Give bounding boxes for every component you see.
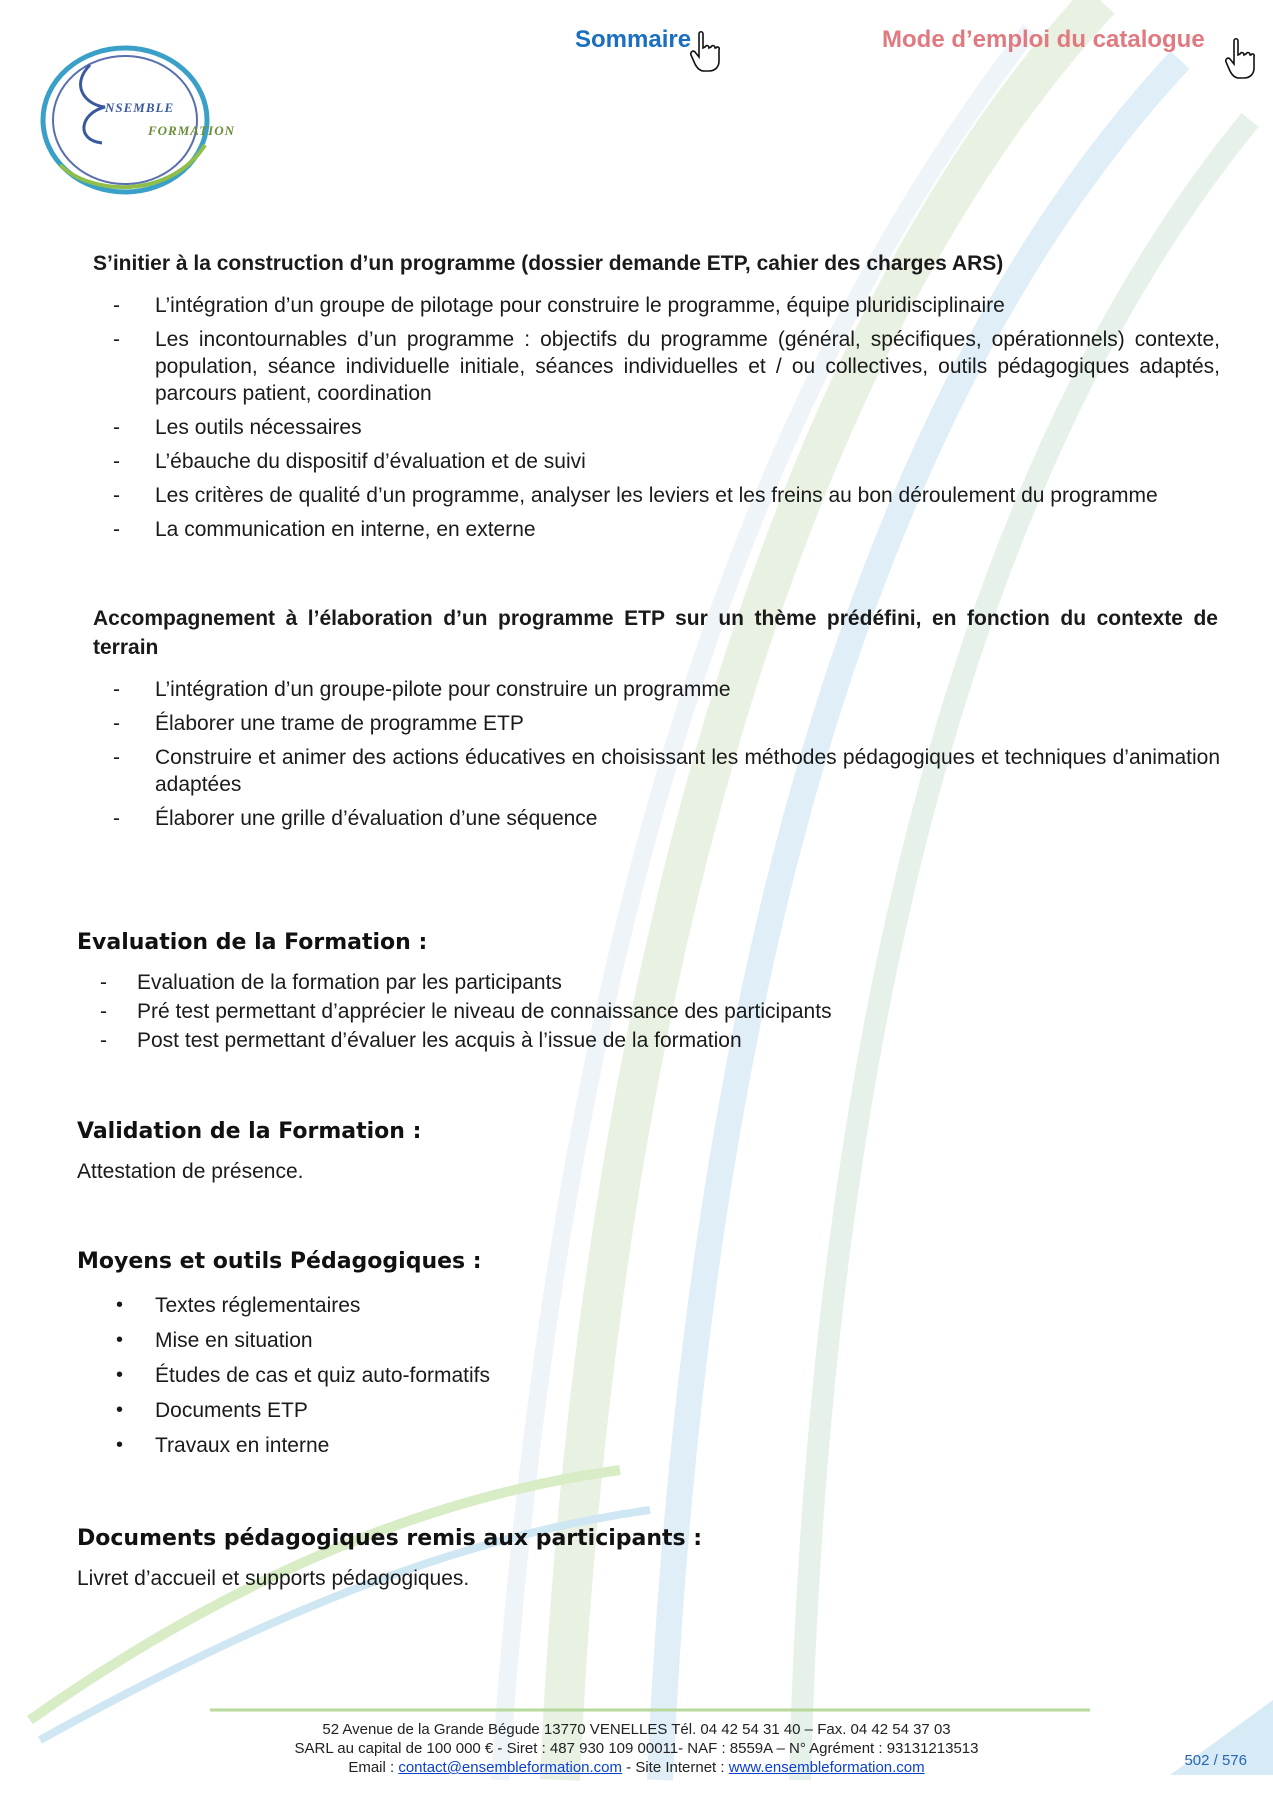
section-initier-list — [110, 292, 1220, 550]
footer-email-label: Email : — [348, 1759, 399, 1776]
list-item: • Travaux en interne — [110, 1428, 1010, 1463]
pointer-hand-icon[interactable] — [690, 30, 720, 72]
moyens-title: Moyens et outils Pédagogiques : — [77, 1249, 482, 1274]
list-item: - Les outils nécessaires — [110, 414, 1220, 441]
mode-emploi-link[interactable]: Mode d’emploi du catalogue — [882, 26, 1205, 53]
documents-text: Livret d’accueil et supports pédagogiques. — [77, 1567, 470, 1590]
company-logo — [30, 25, 235, 205]
sommaire-link[interactable]: Sommaire — [575, 26, 692, 53]
footer-contact — [0, 1758, 1273, 1777]
evaluation-title: Evaluation de la Formation : — [77, 930, 428, 955]
list-item: • Études de cas et quiz auto-formatifs — [110, 1358, 1010, 1393]
list-item: • Textes réglementaires — [110, 1288, 1010, 1323]
validation-title: Validation de la Formation : — [77, 1119, 422, 1144]
footer-address: 52 Avenue de la Grande Bégude 13770 VENELLES Tél. 04 42 54 31 40 – Fax. 04 42 54 37 03 — [322, 1721, 951, 1738]
logo-text-ensemble: NSEMBLE — [105, 100, 175, 115]
section-accompagnement-list — [110, 676, 1220, 839]
list-item: - L’intégration d’un groupe de pilotage pour construire le programme, équipe pluridisciplinaire — [110, 292, 1220, 319]
list-item: - Élaborer une trame de programme ETP — [110, 710, 1220, 737]
list-item: - L’intégration d’un groupe-pilote pour construire un programme — [110, 676, 1220, 703]
website-link[interactable]: www.ensembleformation.com — [728, 1759, 925, 1776]
moyens-list — [110, 1288, 1010, 1463]
list-item: - Post test permettant d’évaluer les acquis à l’issue de la formation — [97, 1026, 1097, 1055]
evaluation-list — [97, 968, 1097, 1055]
section-accompagnement-title: Accompagnement à l’élaboration d’un programme ETP sur un thème prédéfini, en fonction du contexte de terrain — [93, 607, 1218, 659]
list-item: - La communication en interne, en externe — [110, 516, 1220, 543]
footer-site-label: - Site Internet : — [622, 1759, 729, 1776]
email-link[interactable]: contact@ensembleformation.com — [398, 1759, 623, 1776]
logo-text-formation: FORMATION — [148, 123, 236, 138]
footer — [0, 1720, 1273, 1777]
list-item: • Documents ETP — [110, 1393, 1010, 1428]
pointer-hand-icon[interactable] — [1225, 37, 1255, 79]
list-item: • Mise en situation — [110, 1323, 1010, 1358]
section-initier-title: S’initier à la construction d’un programme (dossier demande ETP, cahier des charges ARS) — [93, 252, 1004, 275]
list-item: - Les critères de qualité d’un programme, analyser les leviers et les freins au bon déroulement du programme — [110, 482, 1220, 509]
list-item: - Pré test permettant d’apprécier le niveau de connaissance des participants — [97, 997, 1097, 1026]
list-item: - Evaluation de la formation par les participants — [97, 968, 1097, 997]
list-item: - L’ébauche du dispositif d’évaluation et de suivi — [110, 448, 1220, 475]
list-item: - Les incontournables d’un programme : objectifs du programme (général, spécifiques, opérationnels) contexte, population, séance individuelle initiale, séances individuelles et / ou collectives, outils pédagogiques adaptés, parcours patient, coordination — [110, 326, 1220, 407]
documents-title: Documents pédagogiques remis aux participants : — [77, 1526, 703, 1551]
page-number: 502 / 576 — [1184, 1752, 1247, 1769]
footer-divider — [210, 1708, 1090, 1712]
footer-legal: SARL au capital de 100 000 € - Siret : 487 930 109 00011- NAF : 8559A – N° Agrément : 93131213513 — [294, 1740, 979, 1757]
list-item: - Construire et animer des actions éducatives en choisissant les méthodes pédagogiques et techniques d’animation adaptées — [110, 744, 1220, 798]
list-item: - Élaborer une grille d’évaluation d’une séquence — [110, 805, 1220, 832]
validation-text: Attestation de présence. — [77, 1160, 304, 1183]
